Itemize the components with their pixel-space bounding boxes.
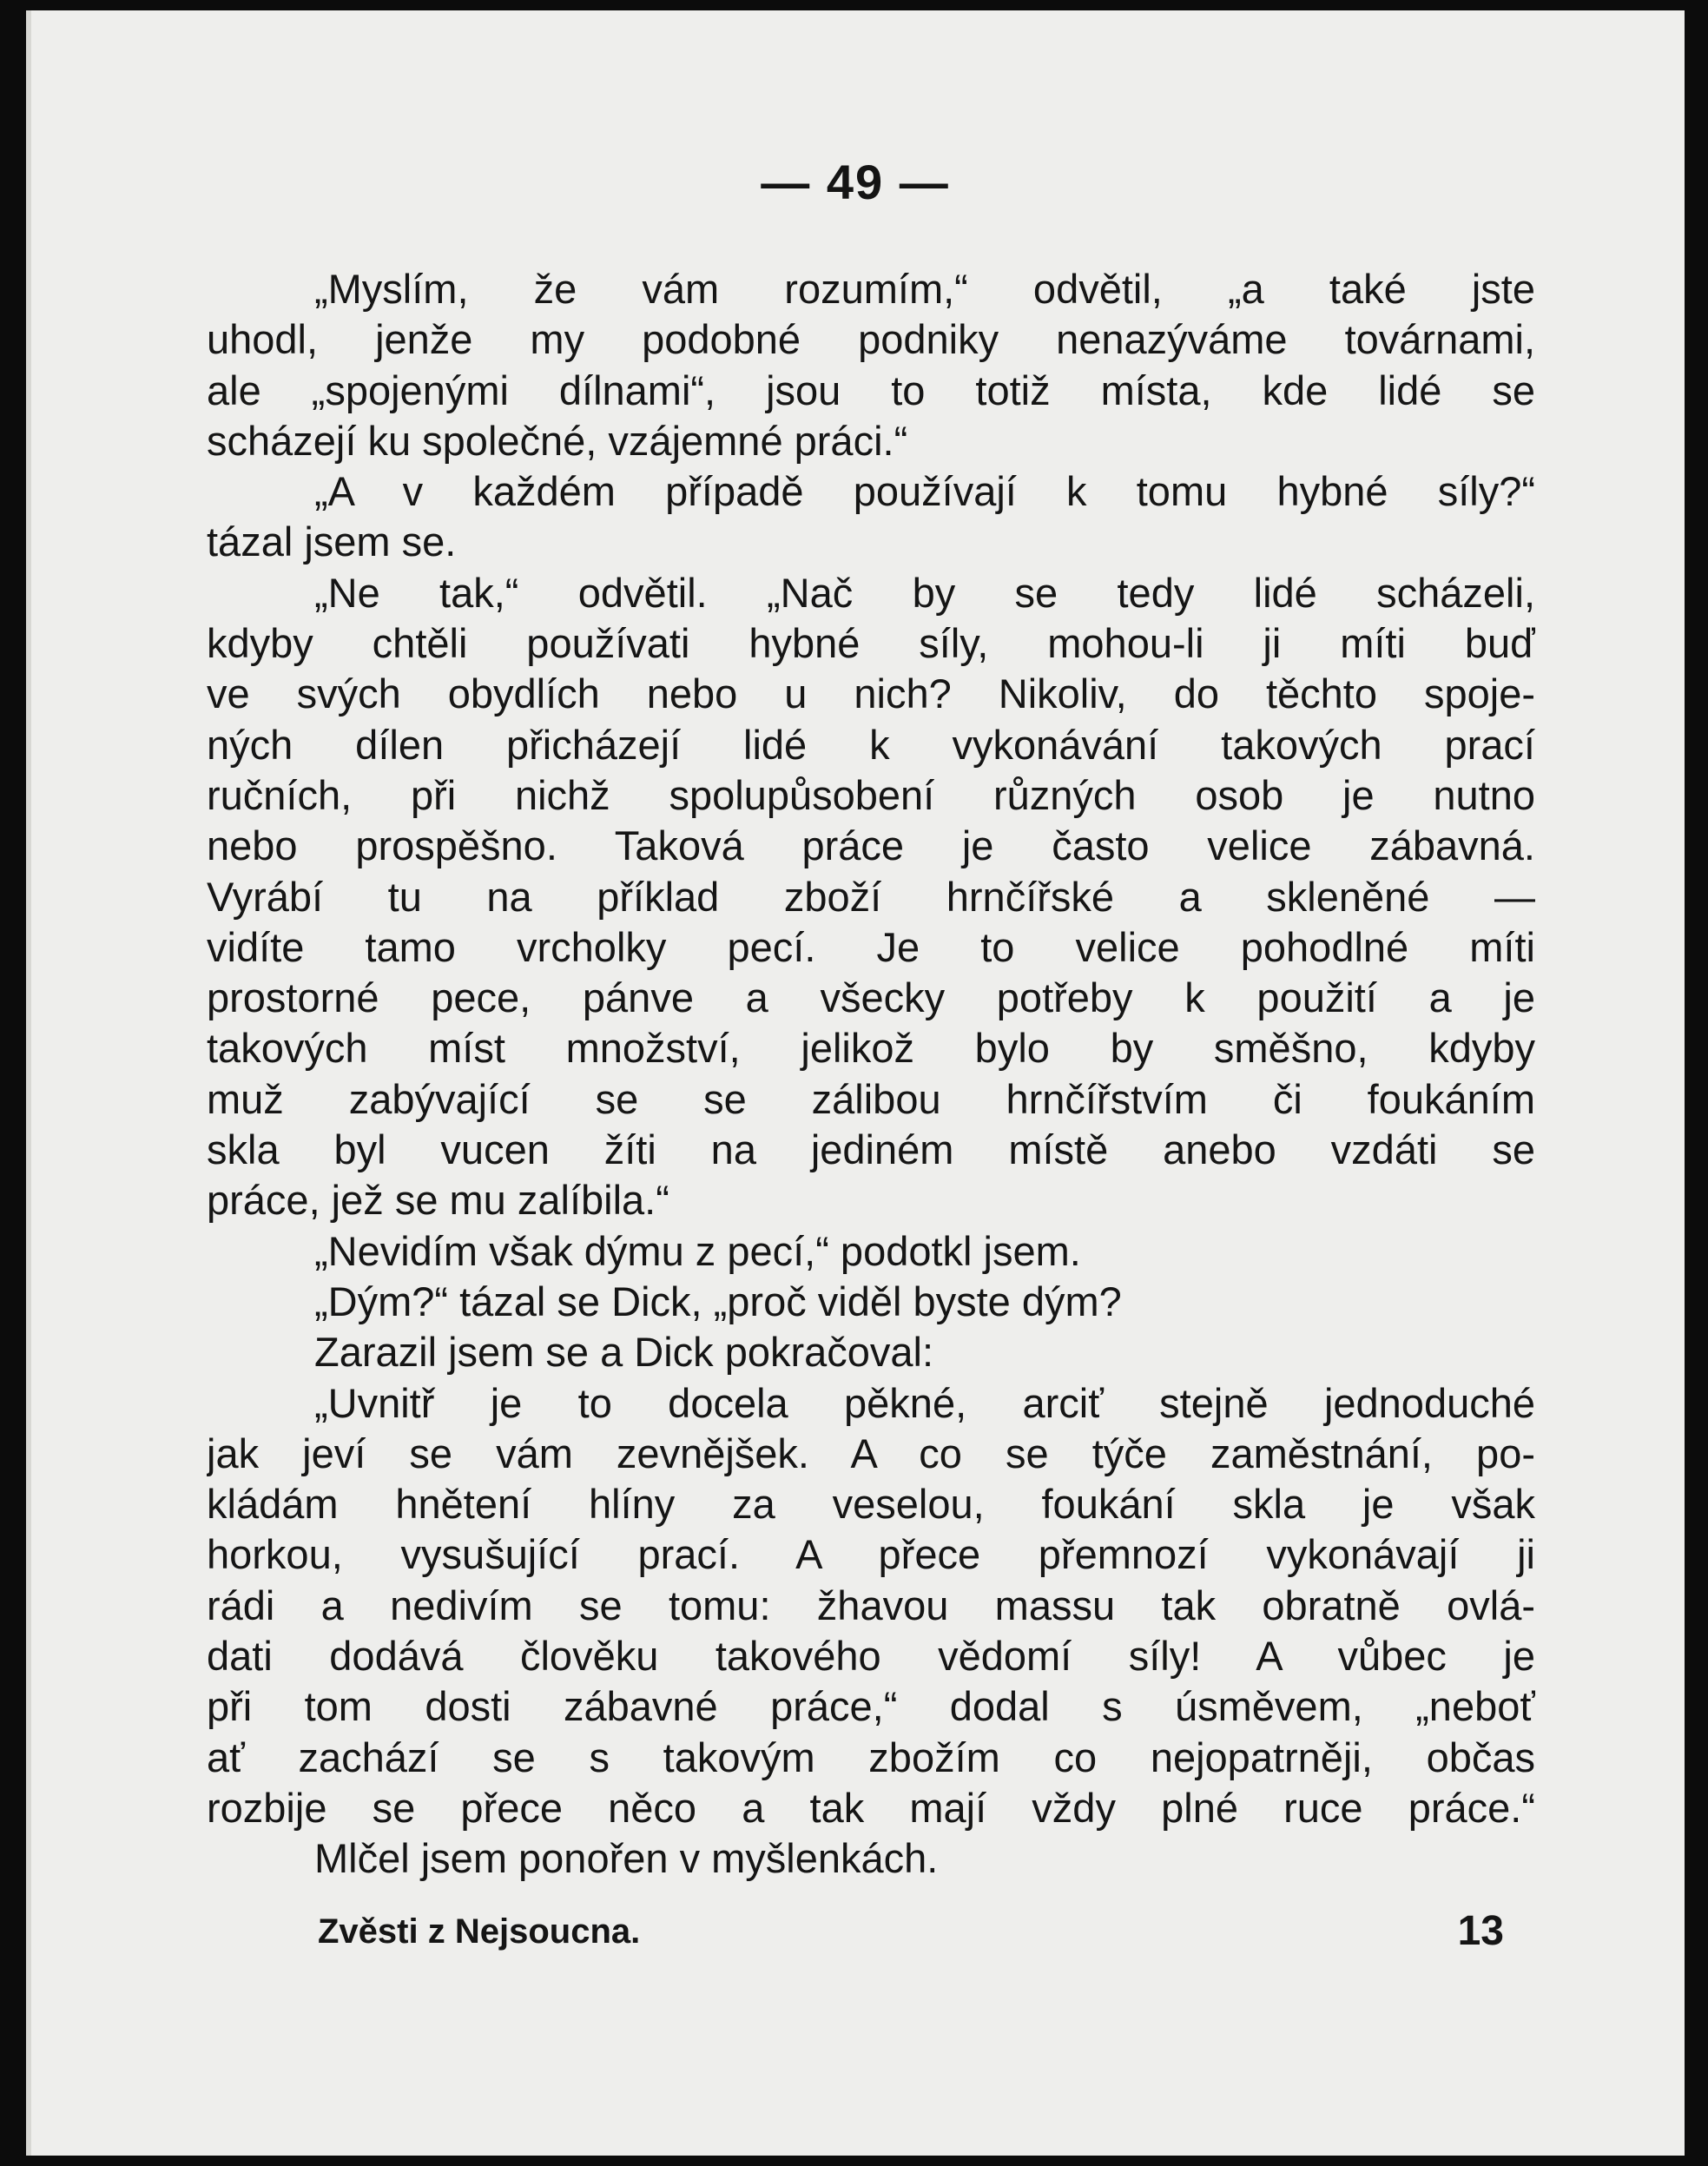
sheet-number: 13 <box>1457 1908 1504 1954</box>
text-line: Mlčel jsem ponořen v myšlenkách. <box>314 1835 939 1882</box>
text-line: „Uvnitř je to docela pěkné, arciť stejně jednoduché <box>314 1379 1535 1426</box>
text-line: muž zabývající se se zálibou hrnčířstvím či foukáním <box>207 1075 1535 1122</box>
text-line: „Myslím, že vám rozumím,“ odvětil, „a také jste <box>314 266 1535 312</box>
text-line: kdyby chtěli používati hybné síly, mohou-li ji míti buď <box>207 620 1535 667</box>
text-line: ve svých obydlích nebo u nich? Nikoliv, do těchto spoje- <box>207 670 1535 717</box>
text-line: skla byl vucen žíti na jediném místě anebo vzdáti se <box>207 1126 1535 1173</box>
text-line: „A v každém případě používají k tomu hybné síly?“ <box>314 468 1535 515</box>
book-title-signature: Zvěsti z Nejsoucna. <box>318 1912 641 1951</box>
text-line: ných dílen přicházejí lidé k vykonávání takových prací <box>207 721 1535 768</box>
book-page <box>26 10 1685 2156</box>
text-line: „Nevidím však dýmu z pecí,“ podotkl jsem. <box>314 1227 1081 1274</box>
text-line: Zarazil jsem se a Dick pokračoval: <box>314 1329 934 1376</box>
text-line: horkou, vysušující prací. A přece přemnozí vykonávají ji <box>207 1531 1535 1578</box>
text-line: scházejí ku společné, vzájemné práci.“ <box>207 417 908 464</box>
text-line: rozbije se přece něco a tak mají vždy plné ruce práce.“ <box>207 1784 1535 1831</box>
text-line: uhodl, jenže my podobné podniky nenazýváme továrnami, <box>207 316 1535 363</box>
body-text <box>207 264 1535 1885</box>
page-edge <box>26 10 31 2156</box>
text-line: prostorné pece, pánve a všecky potřeby k použití a je <box>207 974 1535 1021</box>
text-line: ať zachází se s takovým zbožím co nejopatrněji, občas <box>207 1733 1535 1780</box>
text-line: kládám hnětení hlíny za veselou, foukání skla je však <box>207 1481 1535 1528</box>
text-line: ale „spojenými dílnami“, jsou to totiž místa, kde lidé se <box>207 367 1535 413</box>
text-line: „Ne tak,“ odvětil. „Nač by se tedy lidé scházeli, <box>314 569 1535 616</box>
text-line: jak jeví se vám zevnějšek. A co se týče zaměstnání, po- <box>207 1430 1535 1476</box>
text-line: Vyrábí tu na příklad zboží hrnčířské a skleněné — <box>207 873 1535 920</box>
page-number: — 49 — <box>761 155 950 209</box>
text-line: nebo prospěšno. Taková práce je často velice zábavná. <box>207 822 1535 869</box>
text-line: při tom dosti zábavné práce,“ dodal s úsměvem, „neboť <box>207 1683 1535 1730</box>
text-line: takových míst množství, jelikož bylo by směšno, kdyby <box>207 1025 1535 1072</box>
text-line: dati dodává člověku takového vědomí síly! A vůbec je <box>207 1633 1535 1680</box>
text-line: tázal jsem se. <box>207 518 457 565</box>
text-line: ručních, při nichž spolupůsobení různých osob je nutno <box>207 771 1535 818</box>
text-line: práce, jež se mu zalíbila.“ <box>207 1177 669 1224</box>
text-line: rádi a nedivím se tomu: žhavou massu tak obratně ovlá- <box>207 1582 1535 1628</box>
text-line: „Dým?“ tázal se Dick, „proč viděl byste dým? <box>314 1278 1122 1324</box>
text-line: vidíte tamo vrcholky pecí. Je to velice pohodlné míti <box>207 923 1535 970</box>
